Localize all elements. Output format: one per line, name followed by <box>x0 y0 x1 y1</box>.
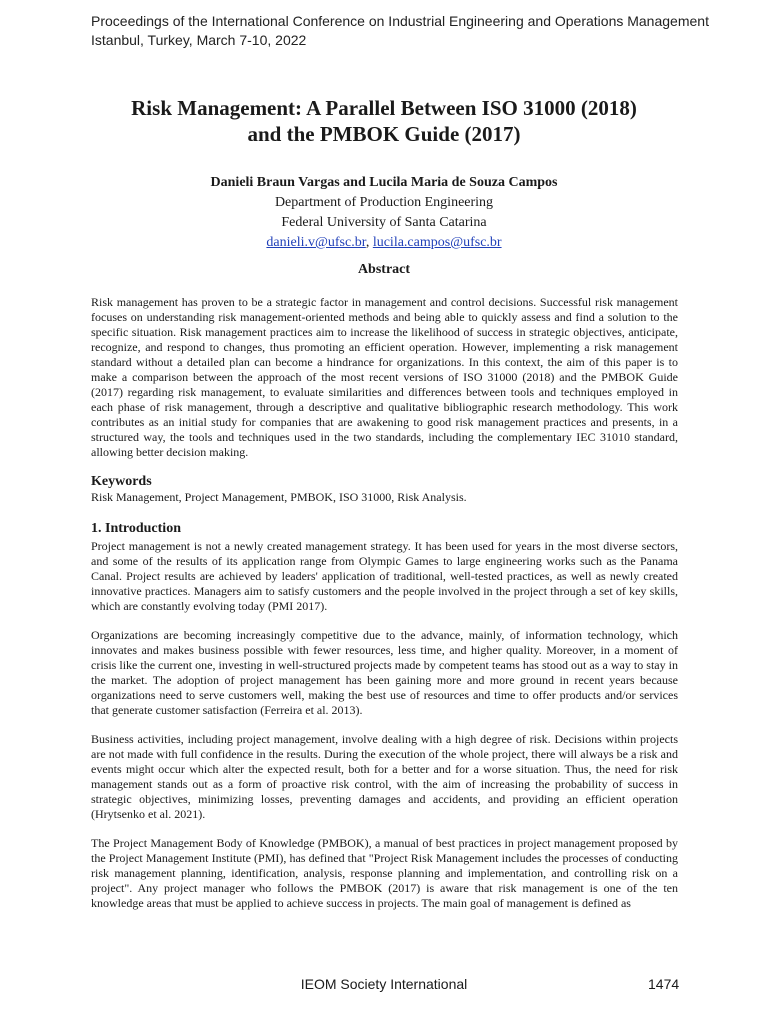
proceedings-location-date: Istanbul, Turkey, March 7-10, 2022 <box>91 32 307 48</box>
email-separator: , <box>365 235 373 250</box>
intro-paragraph: Project management is not a newly created management strategy. It has been used for years in the most diverse sectors, and some of the results of its application range from Olympic Games to large engineering works such as the Panama Canal. Project results are achieved by leaders' application of traditional, well-tested practices, as well as newly created innovative practices. Managers aim to satisfy customers and the people involved in the project through a set of key skills, which are constantly evolving today (PMI 2017). <box>91 539 678 613</box>
footer-society: IEOM Society International <box>300 976 468 992</box>
email-link-campos[interactable]: lucila.campos@ufsc.br <box>372 235 502 250</box>
author-department: Department of Production Engineering <box>274 195 494 210</box>
intro-paragraph: Business activities, including project management, involve dealing with a high degree of risk. Decisions within projects are not made with full confidence in the results. During the execution of the whole project, there will always be a risk and events might occur which alter the expected result, both for a better and for a worse situation. Thus, the need for risk management stands out as a form of proactive risk control, with the aim of increasing the probability of success in strategic objectives, minimizing losses, preventing damages and accidents, and providing an efficient operation (Hrytsenko et al. 2021). <box>91 732 678 821</box>
keywords-text: Risk Management, Project Management, PMBOK, ISO 31000, Risk Analysis. <box>91 490 467 504</box>
author-block <box>60 173 708 253</box>
paper-title-line-1: Risk Management: A Parallel Between ISO 31000 (2018) <box>131 96 637 120</box>
intro-paragraph: Organizations are becoming increasingly competitive due to the advance, mainly, of information technology, which innovates and makes business possible with fewer resources, less time, and higher quality. Moreover, in a moment of crisis like the current one, investing in well-structured projects made by competent teams has stood out as a way to stay in the market. The adoption of project management has been gaining more and more ground in recent years because organizations need to serve customers well, making the best use of resources and time to offer products and/or services that generate customer satisfaction (Ferreira et al. 2013). <box>91 628 678 717</box>
paper-title <box>60 95 708 147</box>
keywords-heading: Keywords <box>91 474 152 489</box>
abstract-text <box>91 295 678 474</box>
abstract-heading: Abstract <box>357 262 411 277</box>
email-link-vargas[interactable]: danieli.v@ufsc.br <box>266 235 366 250</box>
proceedings-header <box>91 12 731 50</box>
intro-paragraph: The Project Management Body of Knowledge (PMBOK), a manual of best practices in project management proposed by the Project Management Institute (PMI), has defined that "Project Risk Management includes the processes of conducting risk management planning, identification, analysis, response planning and implementation, and controlling risk on a project". Any project manager who follows the PMBOK (2017) is aware that risk management is one of the ten knowledge areas that must be applied to achieve success in projects. The main goal of management is defined as <box>91 836 678 910</box>
author-names: Danieli Braun Vargas and Lucila Maria de Souza Campos <box>210 175 558 190</box>
proceedings-title: Proceedings of the International Conference on Industrial Engineering and Operations Management <box>91 13 709 29</box>
introduction-body <box>91 539 678 925</box>
paper-title-line-2: and the PMBOK Guide (2017) <box>247 122 521 146</box>
abstract-paragraph: Risk management has proven to be a strategic factor in management and control decisions. Successful risk management focuses on understanding risk management-oriented methods and being able to quickly assess and find a solution to the specific situation. Risk management practices aim to increase the likelihood of success in strategic objectives, anticipate, recognize, and respond to changes, thus promoting an efficient operation. However, implementing a risk management standard without a detailed plan can become a hindrance for organizations. In this context, the aim of this paper is to make a comparison between the approach of the most recent versions of ISO 31000 (2018) and the PMBOK Guide (2017) regarding risk management, to evaluate similarities and differences between tools and techniques employed in each phase of risk management, through a descriptive and qualitative bibliographic research methodology. This work contributes as an initial study for companies that are awakening to good risk management practices and presents, in a structured way, the tools and techniques used in the two standards, including the complementary IEC 31010 standard, allowing better decision making. <box>91 295 678 459</box>
author-university: Federal University of Santa Catarina <box>281 215 487 230</box>
introduction-heading: 1. Introduction <box>91 521 181 536</box>
author-emails <box>60 233 708 253</box>
page-number: 1474 <box>648 976 680 992</box>
